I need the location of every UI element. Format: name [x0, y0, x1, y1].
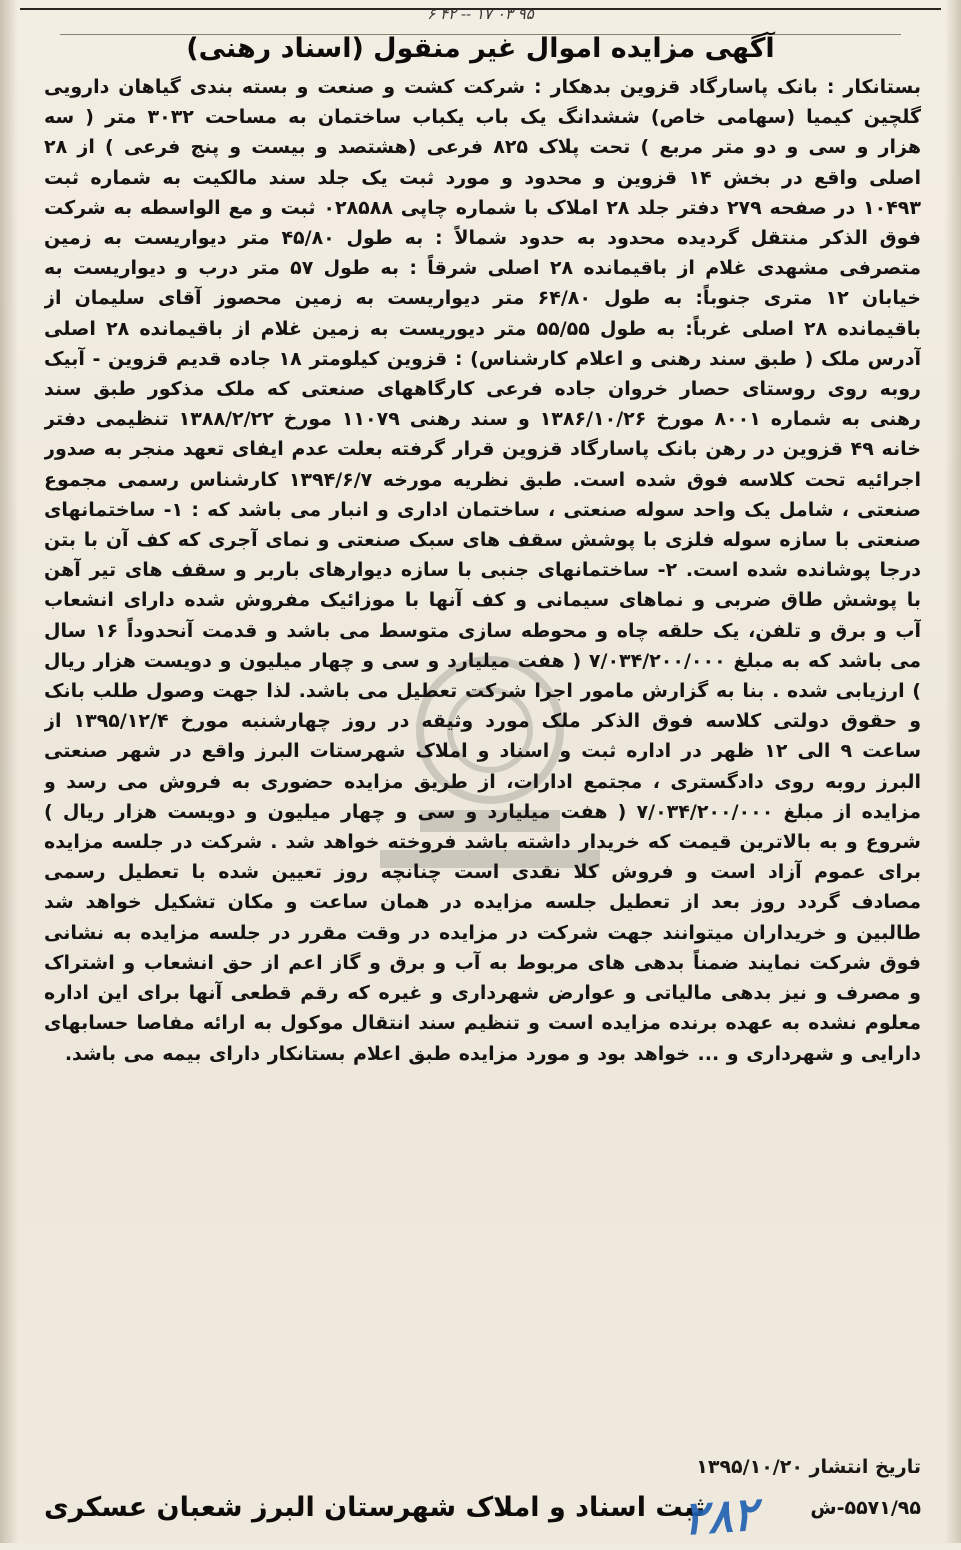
paper-edge-left [0, 0, 18, 1543]
publication-date: تاریخ انتشار ۱۳۹۵/۱۰/۲۰ [696, 1456, 921, 1478]
signature: ثبت اسناد و املاک شهرستان البرز شعبان عسکری [44, 1492, 706, 1523]
handwritten-number: ۲۸۲ [681, 1486, 759, 1546]
reference-number: ۵۵۷۱/۹۵-ش [810, 1497, 921, 1519]
paper-edge-right [945, 0, 961, 1543]
notice-body: بستانکار : بانک پاسارگاد قزوین بدهکار : شرکت کشت و صنعت و بسته بندی گیاهان دارویی گلچین کیمیا (سهامی خاص) ششدانگ یک باب یکباب ساختمان به مساحت ۳۰۳۲ متر ( سه هزار و سی و دو متر مربع ) تحت پلاک ۸۲۵ فرعی (هشتصد و بیست و پنج فرعی ) از ۲۸ اصلی واقع در بخش ۱۴ قزوین و محدود و مورد ثبت یک جلد سند مالکیت به شماره ثبت ۱۰۴۹۳ در صفحه ۲۷۹ دفتر جلد ۲۸ املاک با شماره چاپی ۰۲۸۵۸۸ ثبت و مع الواسطه به شرکت فوق الذکر منتقل گردیده محدود به حدود شمالاً : به طول ۴۵/۸۰ متر دیواریست به زمین متصرفی مشهدی غلام از باقیمانده ۲۸ اصلی شرقاً : به طول ۵۷ متر درب و دیواریست به خیابان ۱۲ متری جنوباً: به طول ۶۴/۸۰ متر دیواریست به زمین محصوز آقای سلیمان از باقیمانده ۲۸ اصلی غرباً: به طول ۵۵/۵۵ متر دیوریست به زمین غلام از باقیمانده ۲۸ اصلی آدرس ملک ( طبق سند رهنی و اعلام کارشناس) : قزوین کیلومتر ۱۸ جاده قدیم قزوین - آبیک روبه روی روستای حصار خروان جاده فرعی کارگاههای صنعتی که ملک مذکور طبق سند رهنی به شماره ۸۰۰۱ مورخ ۱۳۸۶/۱۰/۲۶ و سند رهنی ۱۱۰۷۹ مورخ ۱۳۸۸/۲/۲۲ تنظیمی دفتر خانه ۴۹ قزوین در رهن بانک پاسارگاد قزوین قرار گرفته بعلت عدم ایفای تعهد منجر به صدور اجرائیه تحت کلاسه فوق شده است. طبق نظریه مورخه ۱۳۹۴/۶/۷ کارشناس رسمی مجموع صنعتی ، شامل یک واحد سوله صنعتی ، ساختمان اداری و انبار می باشد که : ۱- ساختمانهای صنعتی با سازه سوله فلزی با پوشش سقف های سبک صنعتی و نمای آجری که کف آن با بتن درجا پوشانده شده است. ۲- ساختمانهای جنبی با سازه دیوارهای باربر و سقف های تیر آهن با پوشش طاق ضربی و نماهای سیمانی و کف آنها با موزائیک مفروش شده دارای انشعاب آب و برق و تلفن، یک حلقه چاه و محوطه سازی متوسط می باشد و قدمت آنحدوداً ۱۶ سال می باشد که به مبلغ ۷/۰۳۴/۲۰۰/۰۰۰ ( هفت میلیارد و سی و چهار میلیون و دویست هزار ریال ) ارزیابی شده . بنا به گزارش مامور اجرا شرکت تعطیل می باشد. لذا جهت وصول طلب بانک و حقوق دولتی کلاسه فوق الذکر ملک مورد وثیقه در روز چهارشنبه مورخ ۱۳۹۵/۱۲/۴ از ساعت ۹ الی ۱۲ ظهر در اداره ثبت و اسناد و املاک شهرستات البرز واقع در شهر صنعتی البرز روبه روی دادگستری ، مجتمع ادارات، از طریق مزایده حضوری به فروش می رسد و مزایده از مبلغ ۷/۰۳۴/۲۰۰/۰۰۰ ( هفت میلیارد و سی و چهار میلیون و دویست هزار ریال ) شروع و به بالاترین قیمت که خریدار داشته باشد فروخته خواهد شد . شرکت در جلسه مزایده برای عموم آزاد است و فروش کلا نقدی است چنانچه روز تعیین شده با تعطیل رسمی مصادف گردد روز بعد از تعطیل جلسه مزایده در همان ساعت و مکان تشکیل خواهد شد طالبین و خریداران میتوانند جهت شرکت در مزایده در وقت مقرر در جلسه مزایده به نشانی فوق شرکت نمایند ضمناً بدهی های مربوط به آب و برق و گاز اعم از حق انشعاب و اشتراک و مصرف و نیز بدهی مالیاتی و عوارض شهرداری و غیره که رقم قطعی آنها برای این اداره معلوم نشده به عهده برنده مزایده است و تنظیم سند انتقال موکول به ارائه مفاصا حسابهای دارایی و شهرداری و ... خواهد بود و مورد مزایده طبق اعلام بستانکار دارای بیمه می باشد. [44, 76, 921, 1065]
handwritten-header: ۹۵ ۰۳ ۱۷ -- ۴۲ ۶ [60, 0, 901, 35]
notice-title: آگهی مزایده اموال غیر منقول (اسناد رهنی) [186, 33, 775, 64]
